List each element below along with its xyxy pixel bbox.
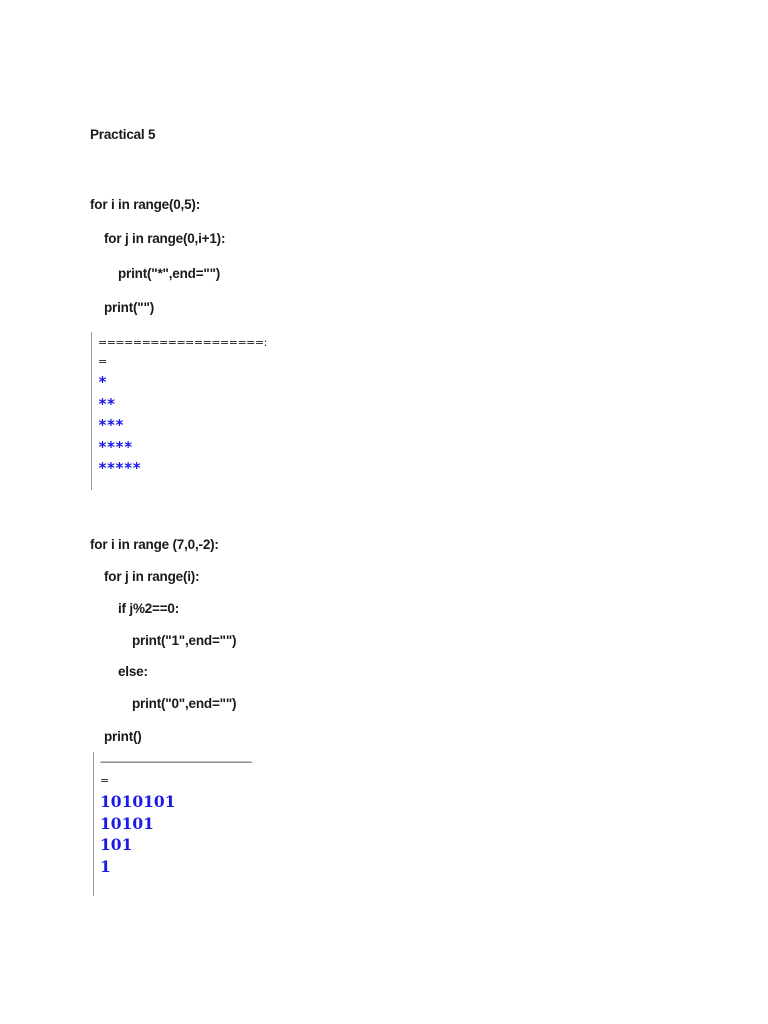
output-line: 1 bbox=[100, 856, 111, 876]
output-block-1 bbox=[91, 332, 267, 490]
code-line-3: print("*",end="") bbox=[118, 266, 221, 281]
output-line: * bbox=[98, 373, 107, 391]
code-line-9: else: bbox=[118, 664, 148, 679]
output-separator: ———————————————– bbox=[100, 755, 252, 768]
code-line-1: for i in range(0,5): bbox=[90, 197, 201, 212]
output-line: *** bbox=[98, 416, 124, 434]
output-line: ***** bbox=[98, 459, 141, 477]
output-line: 1010101 bbox=[100, 792, 176, 811]
output-separator-tail: = bbox=[100, 774, 109, 787]
output-block-2 bbox=[93, 752, 251, 896]
code-line-6: for j in range(i): bbox=[104, 569, 200, 584]
code-line-8: print("1",end="") bbox=[132, 633, 237, 648]
code-line-5: for i in range (7,0,-2): bbox=[90, 537, 219, 552]
code-line-4: print("") bbox=[104, 300, 154, 315]
code-line-10: print("0",end="") bbox=[132, 696, 237, 711]
code-line-7: if j%2==0: bbox=[118, 601, 180, 616]
code-line-11: print() bbox=[104, 729, 142, 744]
output-line: **** bbox=[98, 437, 133, 456]
output-separator-tail: = bbox=[98, 355, 107, 368]
code-line-2: for j in range(0,i+1): bbox=[104, 231, 226, 246]
output-line: 10101 bbox=[100, 813, 154, 833]
output-line: ** bbox=[98, 394, 116, 413]
output-separator: ===================: bbox=[98, 336, 267, 349]
page-title: Practical 5 bbox=[90, 127, 156, 142]
output-line: 101 bbox=[100, 835, 133, 854]
